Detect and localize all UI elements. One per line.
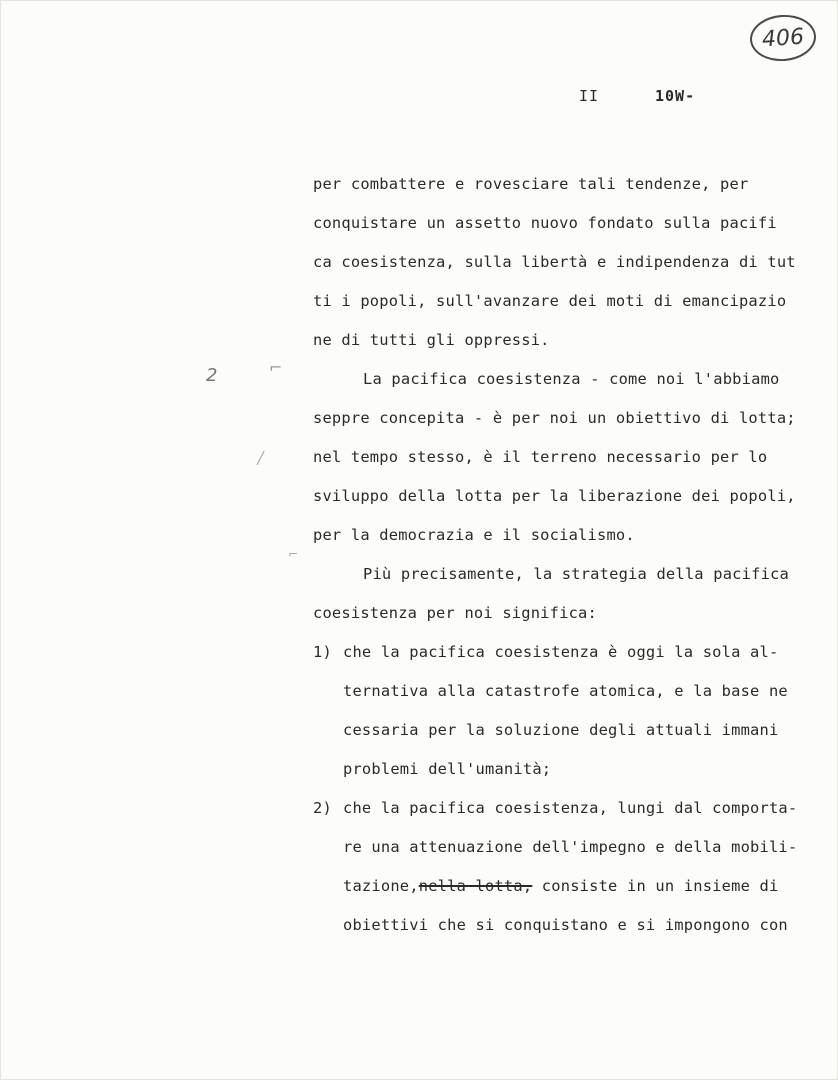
body-text xyxy=(313,165,813,945)
list-number: 2) xyxy=(313,799,332,817)
text-line: nel tempo stesso, è il terreno necessario per lo xyxy=(313,448,768,466)
text-line: obiettivi che si conquistano e si impongono con xyxy=(343,916,788,934)
stamp-number: 406 xyxy=(761,24,805,52)
text-line: che la pacifica coesistenza è oggi la sola al- xyxy=(343,643,779,661)
text-line xyxy=(313,867,813,906)
struck-text: nella lotta, xyxy=(418,877,533,895)
paragraph-1 xyxy=(313,165,813,360)
text-line: Più precisamente, la strategia della pacifica xyxy=(363,565,789,583)
text-line: re una attenuazione dell'impegno e della mobili- xyxy=(343,838,798,856)
paragraph-2 xyxy=(313,360,813,555)
list-item-1 xyxy=(313,633,813,789)
margin-mark: ⌐ xyxy=(269,358,283,377)
text-fragment: tazione, xyxy=(343,877,419,895)
text-line: per combattere e rovesciare tali tendenze, per xyxy=(313,175,749,193)
text-line: seppre concepita - è per noi un obiettivo di lotta; xyxy=(313,409,796,427)
list-number: 1) xyxy=(313,643,332,661)
paragraph-3 xyxy=(313,555,813,633)
text-line: ti i popoli, sull'avanzare dei moti di emancipazio xyxy=(313,292,787,310)
text-line: ca coesistenza, sulla libertà e indipendenza di tut xyxy=(313,253,796,271)
margin-mark: ⌐ xyxy=(288,547,299,561)
text-line: La pacifica coesistenza - come noi l'abbiamo xyxy=(363,370,780,388)
archive-stamp xyxy=(748,13,817,63)
margin-mark: ╱ xyxy=(257,451,265,465)
text-line: ne di tutti gli oppressi. xyxy=(313,331,550,349)
section-number: II xyxy=(579,87,600,105)
text-line: per la democrazia e il socialismo. xyxy=(313,526,635,544)
text-fragment: consiste in un insieme di xyxy=(532,877,779,895)
page-number: 10W- xyxy=(655,87,696,105)
text-line: ternativa alla catastrofe atomica, e la base ne xyxy=(343,682,788,700)
text-line: cessaria per la soluzione degli attuali immani xyxy=(343,721,779,739)
list-item-2 xyxy=(313,789,813,945)
text-line: problemi dell'umanità; xyxy=(343,760,552,778)
text-line: coesistenza per noi significa: xyxy=(313,604,597,622)
text-line: che la pacifica coesistenza, lungi dal comporta- xyxy=(343,799,798,817)
margin-note: 2 xyxy=(206,365,218,386)
text-line: sviluppo della lotta per la liberazione dei popoli, xyxy=(313,487,796,505)
text-line: conquistare un assetto nuovo fondato sulla pacifi xyxy=(313,214,777,232)
